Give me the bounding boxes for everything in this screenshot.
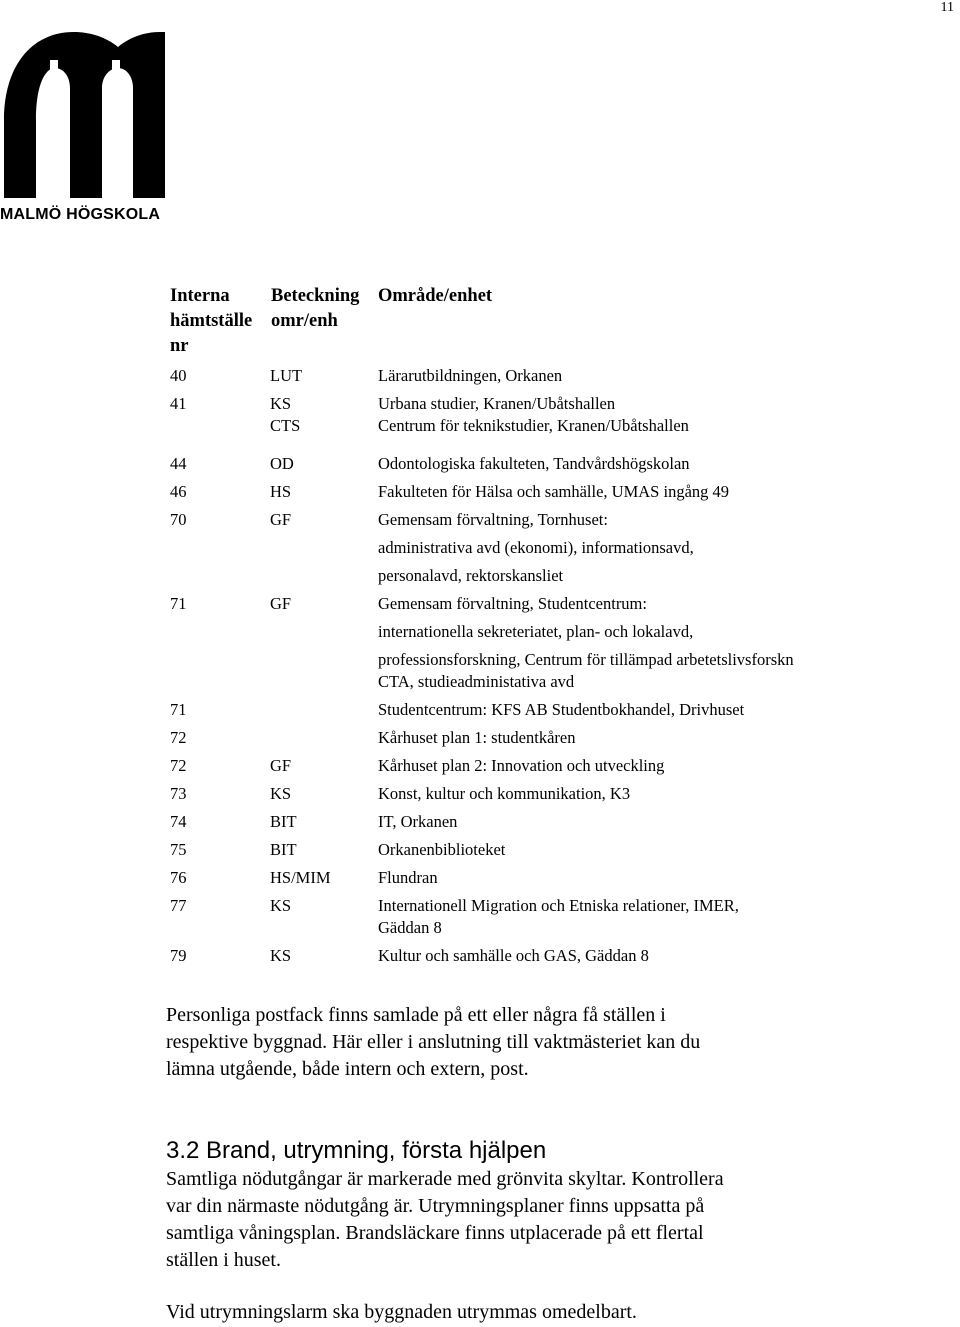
mailbox-paragraph: Personliga postfack finns samlade på ett eller några få ställen i respektive byggnad. Här eller i anslutning till vaktmästeriet kan du lämna utgående, både intern och extern, post. (166, 1004, 701, 1080)
row-area: Konst, kultur och kommunikation, K3 (378, 784, 631, 803)
logo (2, 28, 168, 198)
row-nr: 79 (170, 946, 187, 965)
row-area: IT, Orkanen (378, 812, 458, 831)
row-nr: 72 (170, 728, 187, 747)
row-code: KS (270, 784, 292, 803)
row-code: BIT (270, 812, 297, 831)
row-nr: 71 (170, 594, 187, 613)
table-header (170, 284, 890, 370)
row-area: Gemensam förvaltning, Tornhuset: (378, 510, 608, 529)
row-area-line: professionsforskning, Centrum för tillämpad arbetetslivsforskn (378, 650, 794, 669)
row-area: Kårhuset plan 2: Innovation och utveckling (378, 756, 665, 775)
row-area-line: administrativa avd (ekonomi), informationsavd, (378, 538, 694, 557)
row-nr: 74 (170, 812, 187, 831)
row-area-line: personalavd, rektorskansliet (378, 566, 564, 585)
section-heading: 3.2 Brand, utrymning, första hjälpen (166, 1137, 547, 1164)
row-area: Internationell Migration och Etniska relationer, IMER, (378, 896, 739, 915)
row-nr: 76 (170, 868, 187, 887)
row-nr: 75 (170, 840, 187, 859)
row-area: Gemensam förvaltning, Studentcentrum: (378, 594, 647, 613)
row-nr: 71 (170, 700, 187, 719)
header-internal-nr: Interna hämtställe nr (170, 286, 253, 356)
evacuation-final-line: Vid utrymningslarm ska byggnaden utrymmas omedelbart. (166, 1301, 637, 1323)
row-area-line: Gäddan 8 (378, 918, 442, 937)
row-area: Orkanenbiblioteket (378, 840, 506, 859)
row-nr: 46 (170, 482, 187, 501)
header-designation: Beteckning omr/enh (271, 286, 360, 331)
row-code: HS (270, 482, 292, 501)
row-code: KS (270, 394, 292, 413)
row-code: KS (270, 896, 292, 915)
row-area: Lärarutbildningen, Orkanen (378, 366, 563, 385)
logo-text: MALMÖ HÖGSKOLA (0, 206, 161, 223)
row-code: GF (270, 594, 292, 613)
row-area: Urbana studier, Kranen/Ubåtshallen (378, 394, 616, 413)
row-code: GF (270, 510, 292, 529)
row-code: HS/MIM (270, 868, 331, 887)
row-area: Studentcentrum: KFS AB Studentbokhandel, Drivhuset (378, 700, 745, 719)
evacuation-paragraph: Samtliga nödutgångar är markerade med grönvita skyltar. Kontrollera var din närmaste nödutgång är. Utrymningsplaner finns uppsatta på samtliga våningsplan. Brandsläckare finns utplacerade på ett flertal ställen i huset. (166, 1168, 724, 1271)
header-area: Område/enhet (378, 286, 493, 306)
row-nr: 73 (170, 784, 187, 803)
department-table (170, 284, 890, 965)
row-area: Fakulteten för Hälsa och samhälle, UMAS ingång 49 (378, 482, 730, 501)
malmo-hogskola-logo-icon (2, 28, 168, 198)
row-code: BIT (270, 840, 297, 859)
row-code: OD (270, 454, 294, 473)
row-area: Centrum för teknikstudier, Kranen/Ubåtshallen (378, 416, 689, 435)
row-code: KS (270, 946, 292, 965)
row-area-line: internationella sekreteriatet, plan- och lokalavd, (378, 622, 694, 641)
row-area: Kultur och samhälle och GAS, Gäddan 8 (378, 946, 649, 965)
row-nr: 44 (170, 454, 187, 473)
row-area: Kårhuset plan 1: studentkåren (378, 728, 576, 747)
row-code: GF (270, 756, 292, 775)
row-code: CTS (270, 416, 301, 435)
row-area: Flundran (378, 868, 438, 887)
row-nr: 41 (170, 394, 187, 413)
row-area: Odontologiska fakulteten, Tandvårdshögskolan (378, 454, 690, 473)
row-nr: 77 (170, 896, 187, 915)
row-area-line: CTA, studieadministativa avd (378, 672, 575, 691)
row-code: LUT (270, 366, 303, 385)
page-number: 11 (940, 0, 954, 15)
row-nr: 72 (170, 756, 187, 775)
row-nr: 70 (170, 510, 187, 529)
row-nr: 40 (170, 366, 187, 385)
